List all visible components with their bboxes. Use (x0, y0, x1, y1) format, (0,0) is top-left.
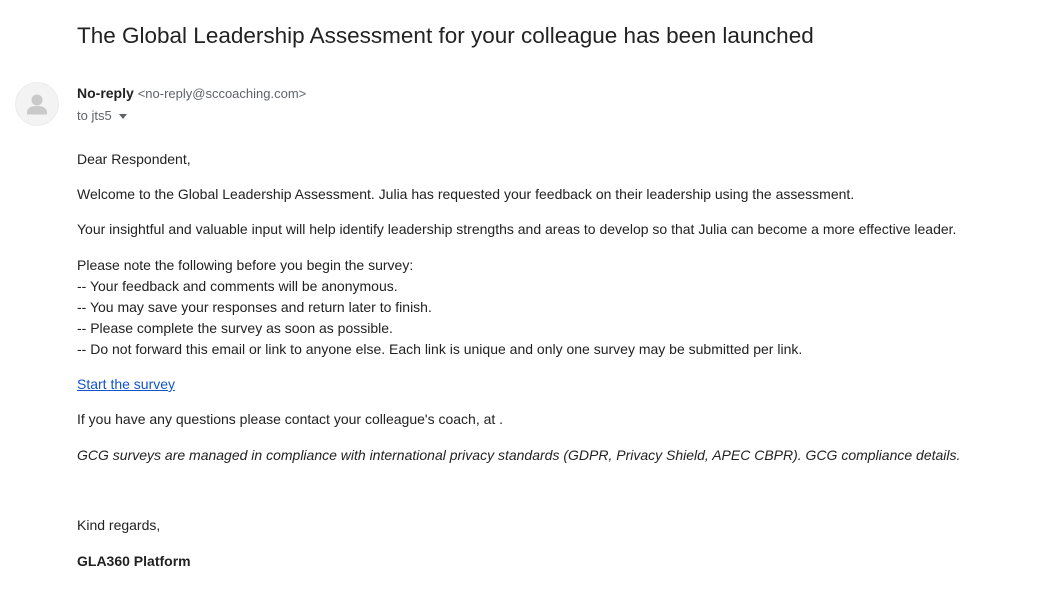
compliance-text: GCG surveys are managed in compliance with international privacy standards (GDPR, Privacy Shield, APEC CBPR). GCG compliance details. (77, 447, 961, 463)
note-item: -- Please complete the survey as soon as possible. (77, 320, 393, 336)
caret-down-icon[interactable] (119, 114, 127, 119)
notes-intro: Please note the following before you begin the survey: (77, 257, 414, 273)
start-survey-link[interactable]: Start the survey (77, 376, 176, 392)
sender-line (77, 84, 306, 103)
default-person-icon (16, 83, 58, 125)
recipient-label: to jts5 (77, 108, 112, 123)
note-item: -- Your feedback and comments will be anonymous. (77, 278, 398, 294)
paragraph-welcome: Welcome to the Global Leadership Assessment. Julia has requested your feedback on their leadership using the assessment. (77, 186, 855, 202)
closing: Kind regards, (77, 517, 161, 533)
start-survey-link-line (77, 374, 175, 394)
paragraph-input: Your insightful and valuable input will help identify leadership strengths and areas to develop so that Julia can become a more effective leader. (77, 221, 957, 237)
note-item: -- You may save your responses and return later to finish. (77, 299, 432, 315)
greeting: Dear Respondent, (77, 151, 191, 167)
sender-name[interactable]: No-reply (77, 85, 134, 101)
sender-email: <no-reply@sccoaching.com> (137, 86, 307, 101)
contact-text: If you have any questions please contact your colleague's coach, at . (77, 411, 504, 427)
note-item: -- Do not forward this email or link to anyone else. Each link is unique and only one survey may be submitted per link. (77, 341, 803, 357)
email-subject: The Global Leadership Assessment for your colleague has been launched (77, 23, 814, 48)
signature: GLA360 Platform (77, 553, 191, 569)
sender-avatar[interactable] (15, 82, 59, 126)
recipient-details-toggle[interactable] (77, 107, 127, 124)
